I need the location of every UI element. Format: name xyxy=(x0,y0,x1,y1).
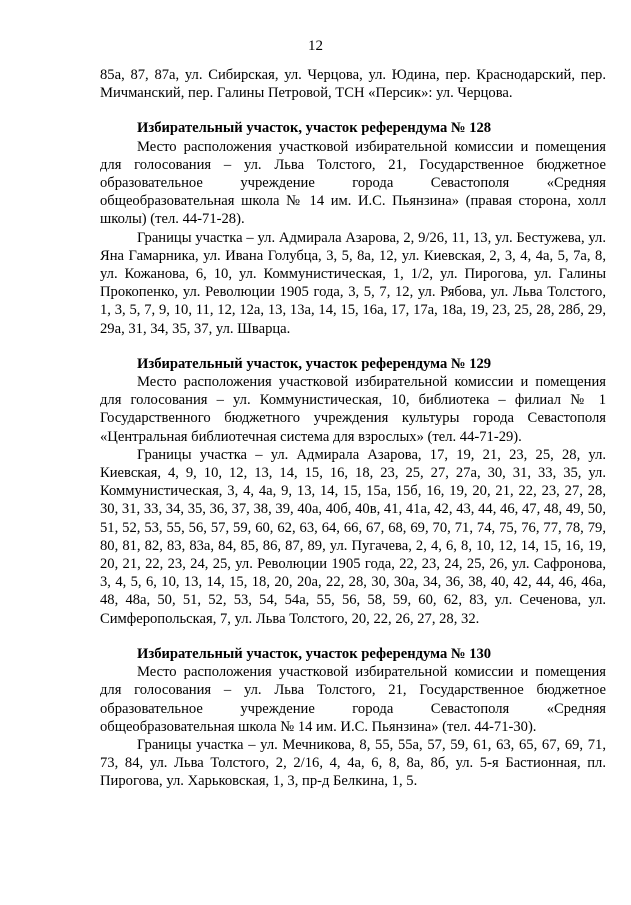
precinct-128-boundaries: Границы участка – ул. Адмирала Азарова, 2, 9/26, 11, 13, ул. Бестужева, ул. Яна Гамарника, ул. Ивана Голубца, 3, 5, 8а, 12, ул. Киевская, 2, 3, 4, 4а, 5, 7а, 8, ул. Кожанова, 6, 10, ул. Коммунистическая, 1, 1/2, ул. Пирогова, ул. Галины Прокопенко, ул. Революции 1905 года, 3, 5, 7, 12, ул. Рябова, ул. Льва Толстого, 1, 3, 5, 7, 9, 10, 11, 12, 12а, 13, 13а, 14, 15, 16а, 17, 17а, 18а, 19, 23, 25, 28, 28б, 29, 29а, 31, 34, 35, 37, ул. Шварца. xyxy=(100,229,606,337)
section-gap xyxy=(100,338,606,355)
precinct-130-boundaries: Границы участка – ул. Мечникова, 8, 55, 55а, 57, 59, 61, 63, 65, 67, 69, 71, 73, 84, ул. Льва Толстого, 2, 2/16, 4, 4а, 6, 8, 8а, 8б, ул. 5-я Бастионная, пл. Пирогова, ул. Харьковская, 1, 3, пр-д Белкина, 1, 5. xyxy=(100,736,606,790)
precinct-129-section xyxy=(100,355,606,628)
precinct-130-location: Место расположения участковой избирательной комиссии и помещения для голосования – ул. Льва Толстого, 21, Государственное бюджетное образовательное учреждение города Севастополя «Средняя общеобразовательная школа № 14 им. И.С. Пьянзина» (тел. 44-71-30). xyxy=(100,664,606,735)
section-gap xyxy=(100,102,606,119)
document-body xyxy=(100,66,606,791)
page-number: 12 xyxy=(308,38,323,54)
precinct-128-location: Место расположения участковой избирательной комиссии и помещения для голосования – ул. Льва Толстого, 21, Государственное бюджетное образовательное учреждение города Севастополя «Средняя общеобразовательная школа № 14 им. И.С. Пьянзина» (правая сторона, холл школы) (тел. 44-71-28). xyxy=(100,138,606,228)
precinct-128-section xyxy=(100,119,606,337)
precinct-128-heading: Избирательный участок, участок референдума № 128 xyxy=(137,120,492,137)
precinct-129-location: Место расположения участковой избирательной комиссии и помещения для голосования – ул. Коммунистическая, 10, библиотека – филиал № 1 Государственного бюджетного учреждения культуры города Севастополя «Центральная библиотечная система для взрослых» (тел. 44-71-29). xyxy=(100,374,606,445)
intro-paragraph: 85а, 87, 87а, ул. Сибирская, ул. Черцова, ул. Юдина, пер. Краснодарский, пер. Мичманский, пер. Галины Петровой, ТСН «Персик»: ул. Черцова. xyxy=(100,67,606,102)
precinct-130-section xyxy=(100,645,606,791)
precinct-129-heading: Избирательный участок, участок референдума № 129 xyxy=(137,355,492,372)
precinct-130-heading: Избирательный участок, участок референдума № 130 xyxy=(137,645,492,662)
precinct-129-boundaries: Границы участка – ул. Адмирала Азарова, 17, 19, 21, 23, 25, 28, ул. Киевская, 4, 9, 10, 12, 13, 14, 15, 16, 18, 23, 25, 27, 27а, 30, 31, 33, 35, ул. Коммунистическая, 3, 4, 4а, 9, 13, 14, 15, 15а, 15б, 16, 19, 20, 21, 22, 23, 27, 28, 30, 31, 33, 34, 35, 36, 37, 38, 39, 40а, 40б, 40в, 41, 41а, 42, 43, 44, 46, 47, 48, 49, 50, 51, 52, 53, 55, 56, 57, 59, 60, 62, 63, 64, 66, 67, 68, 69, 70, 71, 74, 75, 76, 77, 78, 79, 80, 81, 82, 83, 83а, 84, 85, 86, 87, 89, ул. Пугачева, 2, 4, 6, 8, 10, 12, 14, 15, 16, 19, 20, 21, 22, 23, 24, 25, ул. Революции 1905 года, 22, 23, 24, 25, 26, ул. Сафронова, 3, 4, 5, 6, 10, 13, 14, 15, 18, 20, 20а, 22, 28, 30, 30а, 34, 36, 38, 40, 42, 44, 46, 46а, 48, 48а, 50, 51, 52, 53, 54, 54а, 55, 56, 58, 59, 60, 62, 83, ул. Сеченова, ул. Симферопольская, 7, ул. Льва Толстого, 20, 22, 26, 27, 28, 32. xyxy=(100,446,606,627)
section-gap xyxy=(100,628,606,645)
